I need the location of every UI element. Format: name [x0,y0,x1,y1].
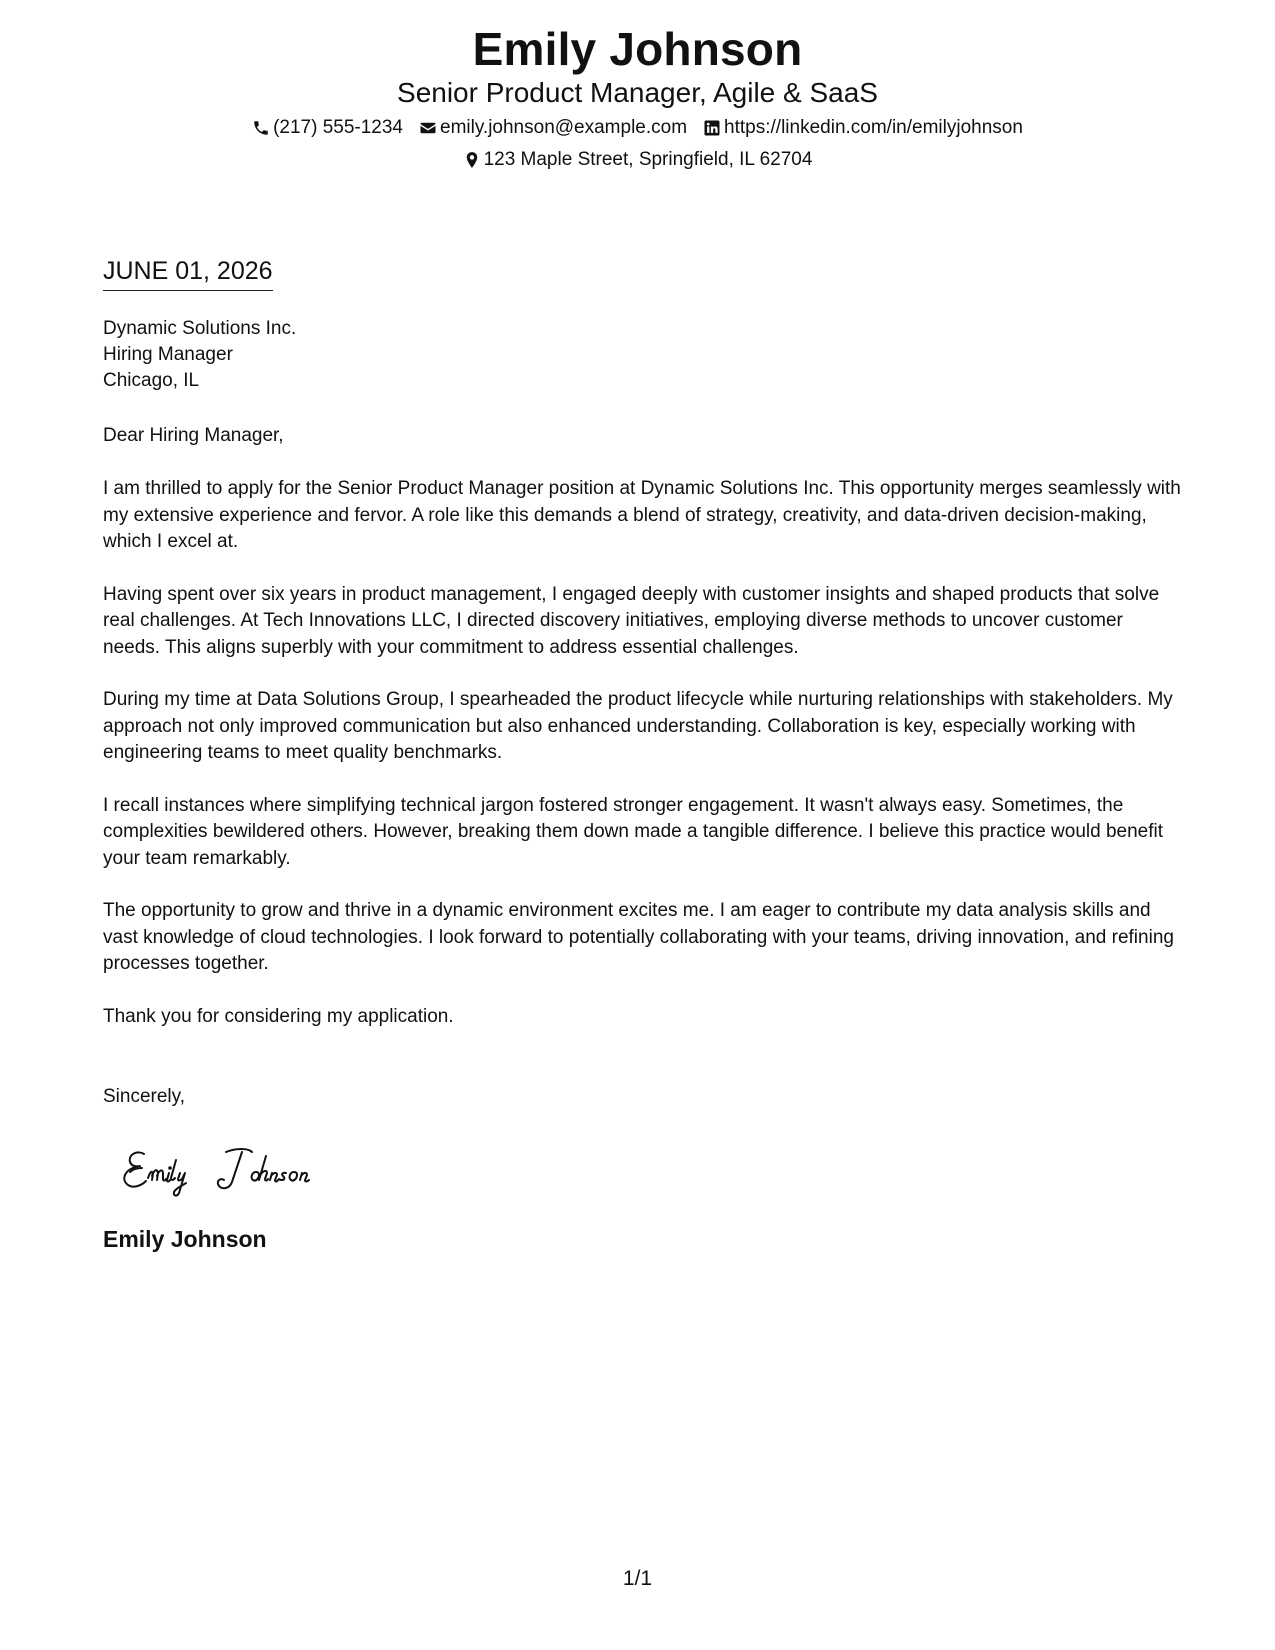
applicant-name: Emily Johnson [472,23,803,75]
recipient-block [103,316,296,394]
email-address[interactable]: emily.johnson@example.com [440,117,688,138]
linkedin-icon [703,119,721,137]
contact-address [463,148,813,172]
recipient-role: Hiring Manager [103,344,233,365]
body-paragraph: During my time at Data Solutions Group, I spearheaded the product lifecycle while nurturing relationships with stakeholders. My approach not only improved communication but also enhanced understanding. Collaboration is key, especially working with engineering teams to meet quality benchmarks. [103,689,1173,763]
applicant-title: Senior Product Manager, Agile & SaaS [397,77,878,108]
address-row [0,148,1275,172]
envelope-icon [419,119,437,137]
map-pin-icon [463,151,481,169]
phone-icon [252,119,270,137]
street-address: 123 Maple Street, Springfield, IL 62704 [483,149,813,170]
linkedin-url[interactable]: https://linkedin.com/in/emilyjohnson [724,117,1023,138]
letter-header [0,22,1275,172]
contact-email[interactable] [419,116,687,140]
phone-number: (217) 555-1234 [273,117,403,138]
handwritten-signature [118,1138,358,1198]
body-paragraph: I am thrilled to apply for the Senior Product Manager position at Dynamic Solutions Inc. This opportunity merges seamlessly with my extensive experience and fervor. A role like this demands a blend of strategy, creativity, and data-driven decision-making, which I excel at. [103,478,1181,552]
letter-date: JUNE 01, 2026 [103,256,273,291]
contact-linkedin[interactable] [703,116,1023,140]
recipient-company: Dynamic Solutions Inc. [103,318,297,339]
body-paragraph: Thank you for considering my application. [103,1005,454,1027]
signer-name: Emily Johnson [103,1226,267,1252]
page-number: 1/1 [622,1567,653,1590]
contact-row [0,116,1275,140]
recipient-location: Chicago, IL [103,370,200,391]
contact-phone [252,116,403,140]
salutation: Dear Hiring Manager, [103,425,284,446]
letter-body [103,476,1183,1056]
closing: Sincerely, [103,1086,186,1107]
body-paragraph: Having spent over six years in product management, I engaged deeply with customer insights and shaped products that solve real challenges. At Tech Innovations LLC, I directed discovery initiatives, employing diverse methods to uncover customer needs. This aligns superbly with your commitment to address essential challenges. [103,583,1160,658]
body-paragraph: I recall instances where simplifying technical jargon fostered stronger engagement. It wasn't always easy. Sometimes, the complexities bewildered others. However, breaking them down made a tangible difference. I believe this practice would benefit your team remarkably. [103,794,1164,869]
body-paragraph: The opportunity to grow and thrive in a dynamic environment excites me. I am eager to contribute my data analysis skills and vast knowledge of cloud technologies. I look forward to potentially collaborating with your teams, driving innovation, and refining processes together. [103,900,1174,974]
